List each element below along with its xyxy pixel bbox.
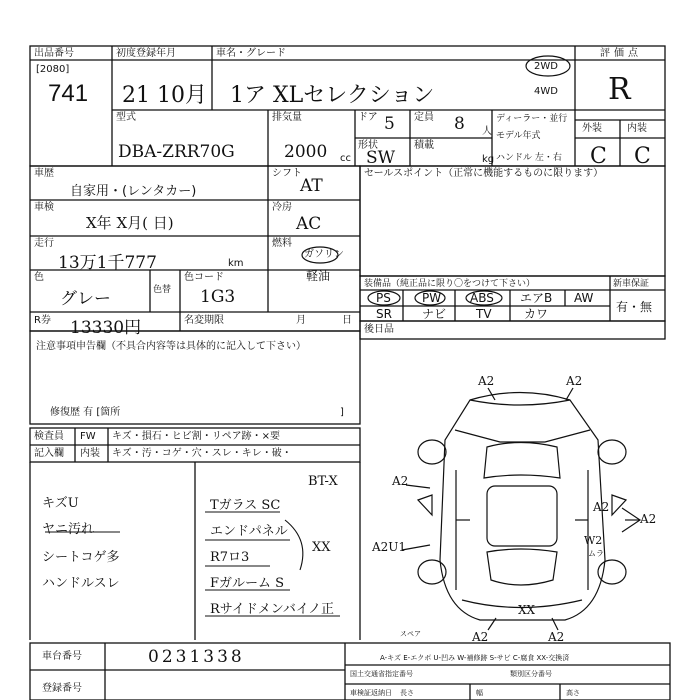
mark-left-rear: A2U1	[372, 540, 407, 554]
mileage-value: 13万1千777	[58, 253, 157, 273]
model-grade-value: 1ア XLセレクション	[230, 83, 435, 108]
left-note-1: キズU	[42, 496, 79, 511]
cc-unit: cc	[340, 153, 351, 164]
footer-box3-sub: 長さ	[400, 689, 414, 697]
mark-w2: W2	[584, 534, 603, 547]
model-year-label: モデル年式	[496, 131, 541, 141]
score-label: 評価点	[600, 48, 642, 59]
color-code-value: 1G3	[200, 287, 236, 307]
fuel-diesel: 軽油	[306, 269, 331, 283]
dealer-label: ディーラー・並行	[496, 114, 568, 124]
right-note-5: Rサイドメンバイノ正	[210, 602, 335, 617]
chassis-label: 車台番号	[42, 651, 82, 662]
right-note-4: Fガルーム S	[210, 576, 285, 591]
equip-tv: TV	[476, 307, 492, 321]
mileage-unit: km	[228, 258, 244, 269]
left-note-3: シートコゲ多	[42, 550, 120, 565]
exterior-grade: C	[590, 144, 607, 169]
new-car-value: 有・無	[616, 300, 653, 314]
mark-rear-left: A2	[472, 630, 489, 644]
interior-grade: C	[634, 144, 651, 169]
equipment-label: 装備品（純正品に限り〇をつけて下さい）	[364, 279, 536, 289]
first-reg-value: 21 10月	[122, 83, 207, 108]
mark-door: A2	[593, 500, 610, 514]
interior-label: 内装	[627, 123, 647, 134]
ac-value: AC	[296, 214, 322, 234]
recycle-value: 13330円	[70, 318, 142, 338]
footer-box3: 車検証返納日	[350, 689, 392, 697]
drive-2wd: 2WD	[534, 61, 558, 72]
fw-label: FW	[80, 431, 96, 442]
mark-rear-right: A2	[548, 630, 565, 644]
inspector-label: 検査員	[34, 431, 64, 442]
capacity-value: 8	[454, 114, 465, 134]
new-car-label: 新車保証	[613, 279, 650, 289]
footer-box4: 幅	[476, 689, 483, 697]
interior-line: キズ・汚・コゲ・穴・スレ・キレ・破・	[112, 448, 292, 459]
category-value: 自家用・(レンタカー)	[70, 184, 197, 199]
equip-airbag: エアB	[520, 291, 553, 305]
bt-note: BT-X	[308, 474, 338, 489]
name-change-label: 名変期限	[184, 315, 224, 326]
capacity-unit: 人	[482, 126, 492, 137]
right-note-1: Tガラス SC	[210, 498, 281, 513]
xx-mark: XX	[312, 540, 331, 555]
equip-navi: ナビ	[422, 307, 447, 321]
footer-box1: 国土交通省指定番号	[350, 670, 413, 678]
shift-label: シフト	[272, 168, 302, 179]
fuel-label: 燃料	[272, 238, 292, 249]
shape-value: SW	[366, 148, 396, 168]
inspection-label: 車検	[34, 202, 54, 213]
equip-aw: AW	[574, 291, 594, 305]
footer-box5: 高さ	[566, 689, 580, 697]
mark-left-front: A2	[392, 474, 409, 488]
equip-pw: PW	[422, 291, 442, 305]
mark-right: A2	[640, 512, 657, 526]
month-label: 月	[296, 315, 306, 326]
interior-tag: 内装	[80, 448, 100, 459]
drive-4wd: 4WD	[534, 86, 558, 97]
day-label: 日	[342, 315, 352, 326]
left-note-4: ハンドルスレ	[42, 576, 120, 591]
handle-label: ハンドル 左・右	[496, 153, 562, 163]
left-note-2: ヤニ汚れ	[42, 522, 95, 537]
first-reg-label: 初度登録年月	[116, 48, 176, 59]
type-value: DBA-ZRR70G	[118, 142, 235, 162]
exterior-label: 外装	[582, 123, 602, 134]
sales-points-label: セールスポイント（正常に機能するものに限ります）	[364, 168, 604, 179]
doors-value: 5	[384, 114, 395, 134]
recycle-label: R券	[34, 315, 51, 326]
record-label: 記入欄	[34, 448, 64, 459]
right-note-3: R7ロ3	[210, 550, 250, 565]
displacement-value: 2000	[284, 142, 328, 162]
right-note-2: エンドパネル	[210, 524, 288, 539]
equip-sr: SR	[376, 307, 392, 321]
rear-note: スペア	[400, 630, 421, 638]
mark-front-left: A2	[478, 374, 495, 388]
doors-label: ドア	[358, 112, 378, 123]
color-value: グレー	[60, 289, 111, 309]
reg-label: 登録番号	[42, 683, 82, 694]
lot-code: [2080]	[36, 64, 70, 75]
lot-label: 出品番号	[34, 48, 74, 59]
fuel-gasoline: ガソリン	[304, 249, 344, 260]
mark-front-right: A2	[566, 374, 583, 388]
footer-box2: 類別区分番号	[510, 670, 552, 678]
notes-label: 注意事項申告欄（不具合内容等は具体的に記入して下さい）	[36, 341, 306, 352]
small-note: ムラ	[588, 549, 604, 558]
score-value: R	[608, 72, 631, 107]
load-label: 積載	[414, 140, 434, 151]
equip-leather: カワ	[524, 307, 549, 321]
color-code-label: 色コード	[184, 272, 224, 283]
equip-ps: PS	[376, 291, 391, 305]
mileage-label: 走行	[34, 238, 54, 249]
chassis-value: 0231338	[148, 647, 245, 667]
color-label: 色	[34, 272, 44, 283]
inspection-value: X年 X月( 日)	[86, 214, 174, 232]
repair-close: ]	[340, 407, 344, 418]
capacity-label: 定員	[414, 112, 434, 123]
color-change-label: 色替	[153, 285, 172, 295]
shift-value: AT	[300, 176, 323, 196]
lot-number: 741	[48, 80, 89, 107]
fw-line: キズ・損石・ヒビ割・リペア跡・×要	[112, 431, 280, 442]
footer-legend: A-キズ E-エクボ U-凹み W-補修跡 S-サビ C-腐食 XX-交換済	[380, 654, 570, 662]
kg-unit: kg	[482, 154, 495, 165]
type-label: 型式	[116, 112, 136, 123]
model-grade-label: 車名・グレード	[216, 48, 286, 59]
ac-label: 冷房	[272, 202, 292, 213]
mark-rear-xx: XX	[518, 603, 536, 617]
displacement-label: 排気量	[272, 112, 302, 123]
category-label: 車歴	[34, 168, 54, 179]
repair-label: 修復歴 有 [箇所	[50, 407, 121, 418]
equip-abs: ABS	[470, 291, 494, 305]
shape-label: 形状	[358, 140, 378, 151]
after-label: 後日品	[364, 324, 394, 335]
